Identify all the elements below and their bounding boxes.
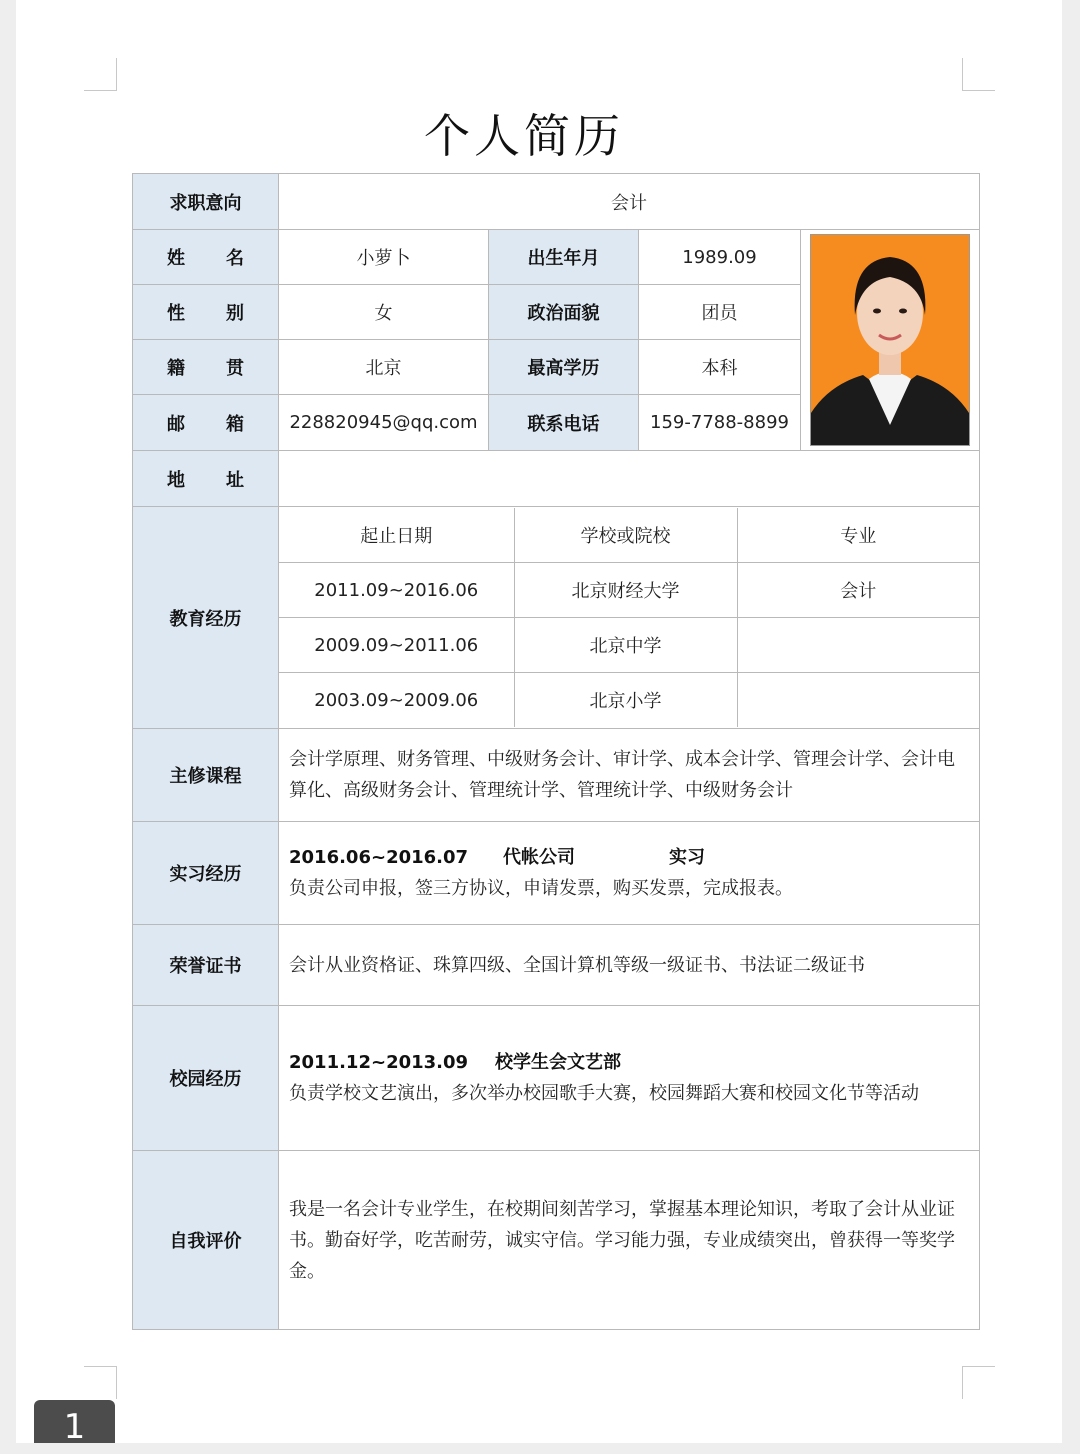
campus-desc: 负责学校文艺演出，多次举办校园歌手大赛，校园舞蹈大赛和校园文化节等活动 <box>289 1083 919 1104</box>
phone-label: 联系电话 <box>489 395 639 451</box>
education-header: 学校或院校 <box>514 508 737 563</box>
resume-title: 个人简历 <box>424 109 624 163</box>
portrait-illustration <box>811 235 969 445</box>
birth-value: 1989.09 <box>639 230 801 285</box>
courses-cell <box>279 729 980 822</box>
honors-label: 荣誉证书 <box>133 925 279 1006</box>
self-eval-cell <box>279 1151 980 1330</box>
education-label: 教育经历 <box>133 507 279 729</box>
education-school: 北京小学 <box>514 673 737 728</box>
education-row <box>279 673 979 728</box>
education-major: 会计 <box>737 563 979 618</box>
political-value: 团员 <box>639 285 801 340</box>
internship-label: 实习经历 <box>133 822 279 925</box>
self-eval-label: 自我评价 <box>133 1151 279 1330</box>
job-value: 会计 <box>279 174 980 230</box>
education-period: 2009.09~2011.06 <box>279 618 514 673</box>
address-value <box>279 451 980 507</box>
degree-value: 本科 <box>639 340 801 395</box>
campus-period: 2011.12~2013.09 <box>289 1052 469 1073</box>
gender-value: 女 <box>279 285 489 340</box>
gender-label: 性 别 <box>133 285 279 340</box>
name-value: 小萝卜 <box>279 230 489 285</box>
education-header: 专业 <box>737 508 979 563</box>
campus-cell <box>279 1006 980 1151</box>
resume-table <box>132 173 980 1330</box>
campus-header <box>289 1047 969 1078</box>
internship-company: 代帐公司 <box>503 847 575 868</box>
honors-cell <box>279 925 980 1006</box>
internship-desc: 负责公司申报，签三方协议，申请发票，购买发票，完成报表。 <box>289 878 793 899</box>
internship-header <box>289 842 969 873</box>
self-eval-text: 我是一名会计专业学生，在校期间刻苦学习，掌握基本理论知识，考取了会计从业证书。勤奋好学，吃苦耐劳，诚实守信。学习能力强，专业成绩突出，曾获得一等奖学金。 <box>289 1198 955 1282</box>
education-row <box>279 563 979 618</box>
origin-value: 北京 <box>279 340 489 395</box>
education-school: 北京财经大学 <box>514 563 737 618</box>
page-corner-mark <box>962 1366 995 1399</box>
education-major <box>737 618 979 673</box>
education-period: 2003.09~2009.06 <box>279 673 514 728</box>
internship-cell <box>279 822 980 925</box>
photo-cell <box>801 230 980 451</box>
profile-photo <box>810 234 970 446</box>
birth-label: 出生年月 <box>489 230 639 285</box>
courses-text: 会计学原理、财务管理、中级财务会计、审计学、成本会计学、管理会计学、会计电算化、高级财务会计、管理统计学、管理统计学、中级财务会计 <box>289 749 955 801</box>
internship-role: 实习 <box>669 847 705 868</box>
page-corner-mark <box>84 58 117 91</box>
courses-label: 主修课程 <box>133 729 279 822</box>
education-row <box>279 618 979 673</box>
political-label: 政治面貌 <box>489 285 639 340</box>
education-header: 起止日期 <box>279 508 514 563</box>
internship-period: 2016.06~2016.07 <box>289 847 469 868</box>
page-corner-mark <box>84 1366 117 1399</box>
education-major <box>737 673 979 728</box>
education-period: 2011.09~2016.06 <box>279 563 514 618</box>
name-label: 姓 名 <box>133 230 279 285</box>
document-page <box>16 0 1062 1443</box>
education-header-row <box>279 508 979 563</box>
education-school: 北京中学 <box>514 618 737 673</box>
campus-label: 校园经历 <box>133 1006 279 1151</box>
job-label: 求职意向 <box>133 174 279 230</box>
degree-label: 最高学历 <box>489 340 639 395</box>
email-value: 228820945@qq.com <box>279 395 489 451</box>
address-label: 地 址 <box>133 451 279 507</box>
phone-value: 159-7788-8899 <box>639 395 801 451</box>
email-label: 邮 箱 <box>133 395 279 451</box>
campus-org: 校学生会文艺部 <box>495 1052 621 1073</box>
page-corner-mark <box>962 58 995 91</box>
education-table-cell <box>279 507 980 729</box>
education-table <box>279 508 979 727</box>
page-number-badge: 1 <box>34 1400 115 1443</box>
honors-text: 会计从业资格证、珠算四级、全国计算机等级一级证书、书法证二级证书 <box>289 954 865 976</box>
origin-label: 籍 贯 <box>133 340 279 395</box>
